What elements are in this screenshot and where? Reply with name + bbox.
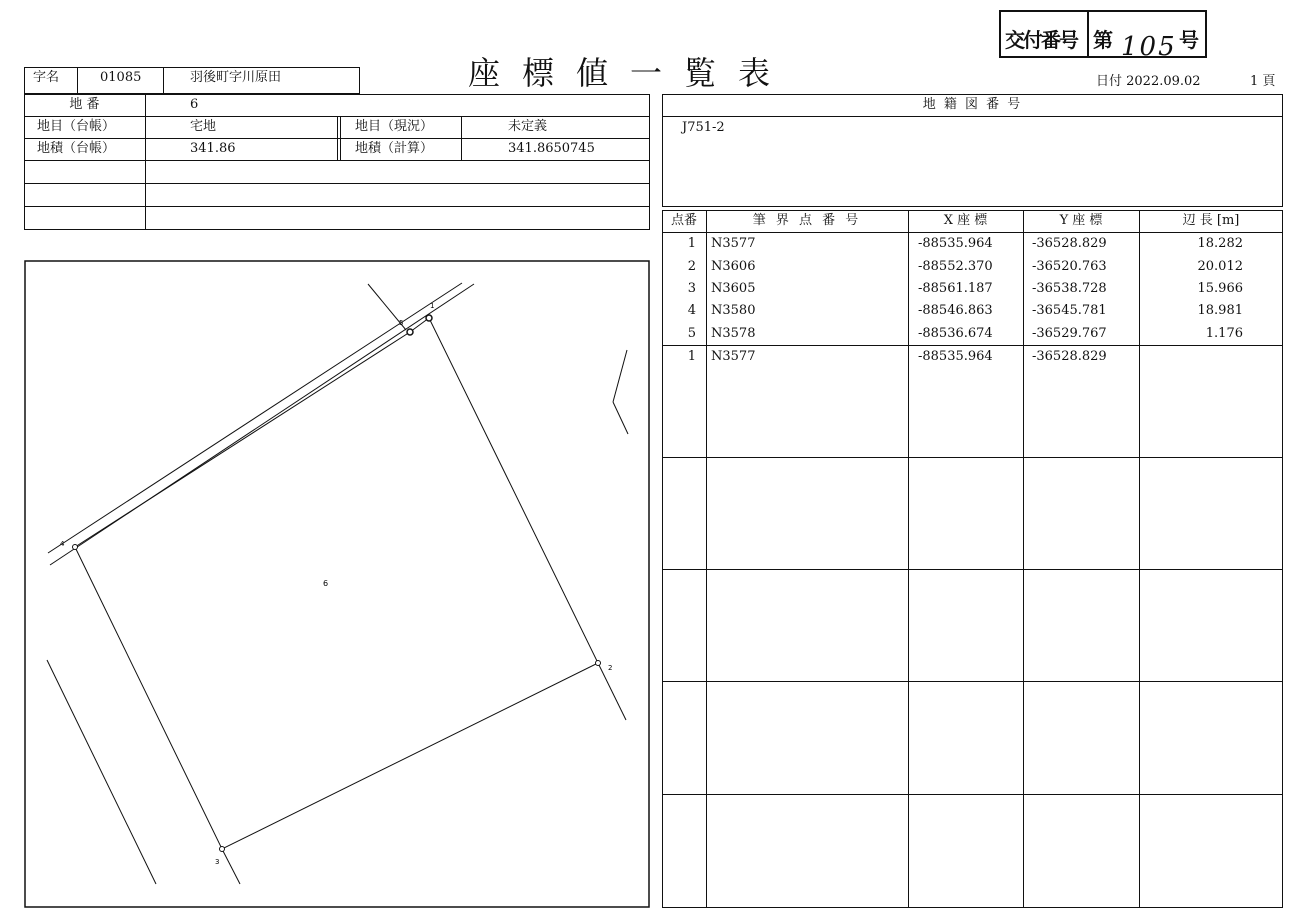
table-row-id: N3606 bbox=[711, 259, 756, 274]
area-ledger-label: 地積（台帳） bbox=[37, 141, 116, 156]
table-row-length: 20.012 bbox=[1197, 259, 1243, 274]
col-header-side-length: 辺 長 [m] bbox=[1182, 213, 1240, 228]
table-row-length: 15.966 bbox=[1197, 281, 1243, 296]
map-frame bbox=[25, 261, 649, 907]
road-edge-line bbox=[50, 284, 474, 565]
table-row-no: 1 bbox=[687, 349, 696, 364]
point-label: 5 bbox=[399, 319, 404, 327]
table-row-length: 1.176 bbox=[1205, 326, 1243, 341]
point-label: 2 bbox=[608, 664, 613, 672]
table-row-id: N3578 bbox=[711, 326, 756, 341]
table-row-y: -36529.767 bbox=[1032, 326, 1107, 341]
area-calc-label: 地積（計算） bbox=[355, 141, 434, 156]
parcel-boundary bbox=[75, 318, 598, 849]
adjacent-line bbox=[613, 402, 628, 434]
stamp-go: 号 bbox=[1179, 28, 1199, 52]
boundary-point-1 bbox=[426, 315, 432, 321]
map-sheet-value: J751-2 bbox=[682, 120, 725, 135]
table-row-x: -88561.187 bbox=[918, 281, 993, 296]
table-row-x: -88535.964 bbox=[918, 236, 993, 251]
aza-label: 字名 bbox=[33, 70, 60, 85]
table-row-no: 3 bbox=[687, 281, 696, 296]
page-number: 1 頁 bbox=[1250, 74, 1276, 89]
page-title: 座標値一覧表 bbox=[468, 54, 793, 92]
chiban-label: 地 番 bbox=[69, 97, 100, 112]
table-row-no: 5 bbox=[687, 326, 696, 341]
table-row-x: -88535.964 bbox=[918, 349, 993, 364]
area-ledger-value: 341.86 bbox=[190, 141, 236, 156]
col-header-point: 点番 bbox=[670, 213, 697, 228]
boundary-point-5 bbox=[407, 329, 413, 335]
parcel-label: 6 bbox=[323, 579, 329, 588]
point-label: 4 bbox=[60, 540, 65, 548]
table-row-id: N3577 bbox=[711, 236, 756, 251]
boundary-point-4 bbox=[73, 545, 78, 550]
table-row-y: -36520.763 bbox=[1032, 259, 1107, 274]
col-header-x: X 座 標 bbox=[943, 213, 988, 228]
table-row-y: -36545.781 bbox=[1032, 303, 1107, 318]
table-row-no: 2 bbox=[687, 259, 696, 274]
table-row-y: -36538.728 bbox=[1032, 281, 1107, 296]
table-row-no: 4 bbox=[687, 303, 696, 318]
table-row-y: -36528.829 bbox=[1032, 349, 1107, 364]
map-sheet-label: 地 籍 図 番 号 bbox=[922, 97, 1023, 112]
table-row-x: -88552.370 bbox=[918, 259, 993, 274]
table-row-x: -88546.863 bbox=[918, 303, 993, 318]
table-row-x: -88536.674 bbox=[918, 326, 993, 341]
area-calc-value: 341.8650745 bbox=[508, 141, 595, 156]
table-row-id: N3577 bbox=[711, 349, 756, 364]
col-header-y: Y 座 標 bbox=[1059, 213, 1103, 228]
table-row-no: 1 bbox=[687, 236, 696, 251]
table-row-length: 18.282 bbox=[1197, 236, 1243, 251]
boundary-point-3 bbox=[220, 847, 225, 852]
table-row-y: -36528.829 bbox=[1032, 236, 1107, 251]
chimoku-ledger-label: 地目（台帳） bbox=[37, 119, 116, 134]
adjacent-line bbox=[47, 660, 156, 884]
point-label: 3 bbox=[215, 858, 220, 866]
chimoku-ledger-value: 宅地 bbox=[190, 119, 217, 134]
chimoku-current-label: 地目（現況） bbox=[355, 119, 434, 134]
aza-name: 羽後町字川原田 bbox=[190, 70, 282, 85]
stamp-dai: 第 bbox=[1093, 28, 1113, 52]
chiban-value: 6 bbox=[190, 97, 199, 112]
table-row-id: N3580 bbox=[711, 303, 756, 318]
chimoku-current-value: 未定義 bbox=[508, 119, 548, 134]
adjacent-line bbox=[613, 350, 627, 402]
col-header-boundary-point: 筆 界 点 番 号 bbox=[752, 213, 862, 228]
document-date: 日付 2022.09.02 bbox=[1096, 74, 1201, 89]
stamp-label: 交付番号 bbox=[1005, 28, 1077, 52]
point-label: 1 bbox=[430, 302, 435, 310]
boundary-point-2 bbox=[596, 661, 601, 666]
table-row-length: 18.981 bbox=[1197, 303, 1243, 318]
adjacent-line bbox=[222, 849, 240, 884]
stamp-number: 105 bbox=[1121, 32, 1177, 62]
table-row-id: N3605 bbox=[711, 281, 756, 296]
aza-code: 01085 bbox=[100, 70, 142, 85]
